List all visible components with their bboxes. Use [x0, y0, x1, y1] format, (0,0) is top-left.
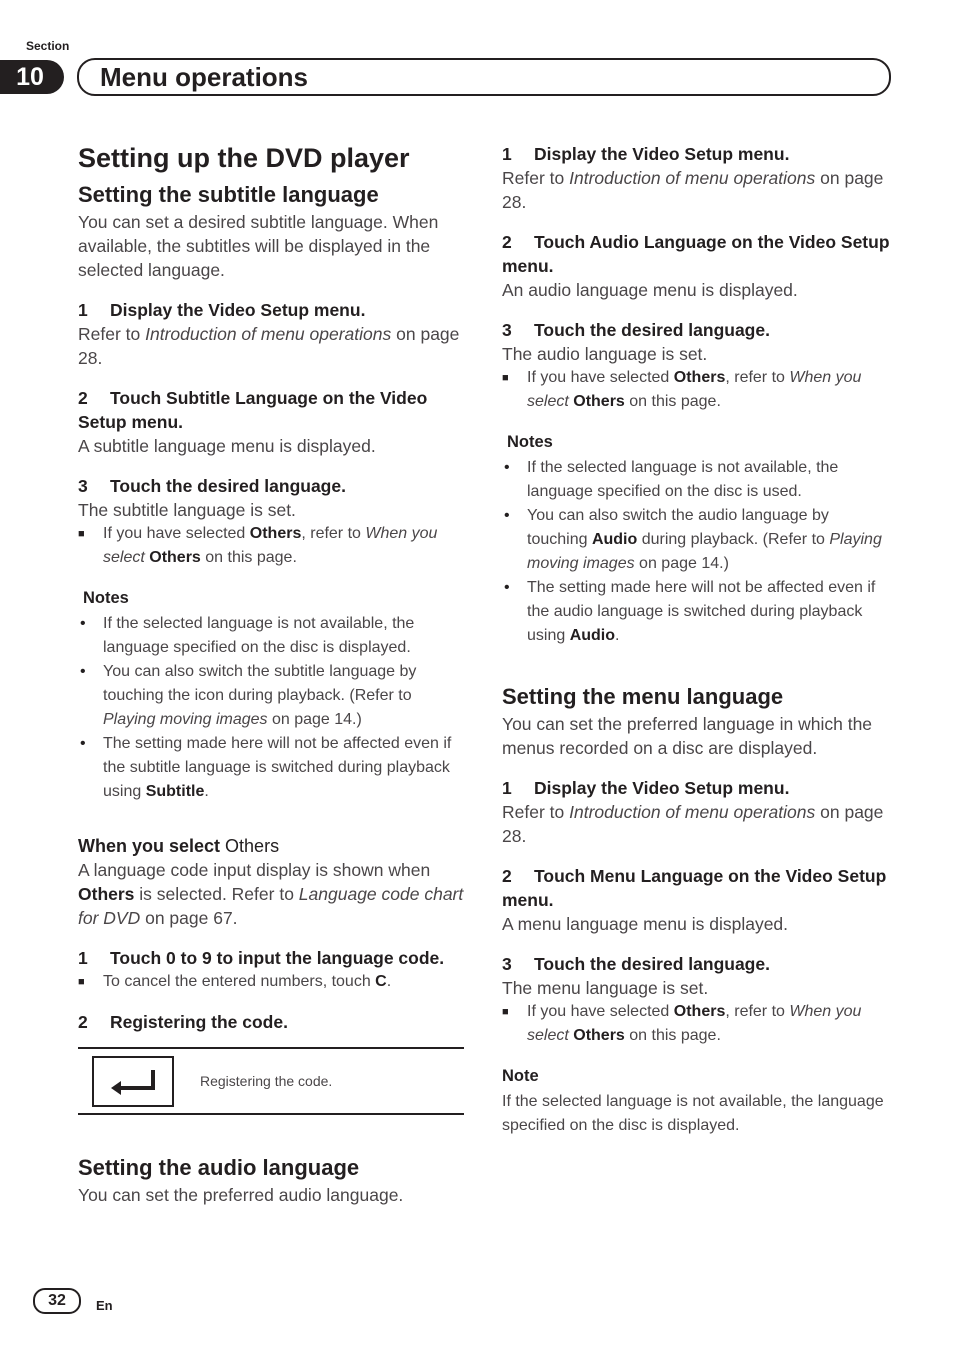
subtitle-step-3-bullet: ■ If you have selected Others, refer to When you select Others on this page.	[78, 522, 468, 570]
others-step-1: 1 Touch 0 to 9 to input the language code.	[78, 948, 445, 968]
audio-intro: You can set the preferred audio language.	[78, 1185, 404, 1205]
subtitle-intro: You can set a desired subtitle language. When available, the subtitles will be displayed in the selected language.	[78, 212, 439, 280]
audio-note-1: • If the selected language is not available, the language specified on the disc is used.	[502, 456, 892, 504]
square-bullet-icon: ■	[502, 1006, 509, 1018]
subtitle-step-2: 2 Touch Subtitle Language on the Video Setup menu.	[78, 388, 428, 432]
subtitle-step-2-body: A subtitle language menu is displayed.	[78, 436, 376, 456]
bullet-icon: •	[80, 663, 86, 680]
subtitle-note-1: • If the selected language is not available, the language specified on the disc is displayed.	[78, 612, 468, 660]
bullet-icon: •	[504, 507, 510, 524]
menu-note-body: If the selected language is not available, the language specified on the disc is displayed.	[502, 1093, 884, 1134]
menu-note-title: Note	[502, 1067, 539, 1085]
menu-step-1-ref: Refer to Introduction of menu operations on page 28.	[502, 802, 884, 846]
audio-step-1-ref: Refer to Introduction of menu operations on page 28.	[502, 168, 884, 212]
menu-intro: You can set the preferred language in which the menus recorded on a disc are displayed.	[502, 714, 873, 758]
page-title: Setting up the DVD player	[78, 143, 410, 173]
enter-icon	[92, 1056, 174, 1107]
when-you-select-others-heading: When you select Others	[78, 836, 280, 856]
menu-step-1: 1 Display the Video Setup menu.	[502, 778, 790, 798]
subtitle-note-2: • You can also switch the subtitle language by touching the icon during playback. (Refer to Playing moving images on page 14.)	[78, 660, 468, 732]
section-number-badge: 10	[0, 60, 64, 94]
page-language: En	[96, 1298, 113, 1313]
section-label: Section	[26, 39, 70, 53]
subtitle-step-1: 1 Display the Video Setup menu.	[78, 300, 366, 320]
bullet-icon: •	[504, 459, 510, 476]
bullet-icon: •	[80, 615, 86, 632]
subtitle-step-3-body: The subtitle language is set.	[78, 500, 296, 520]
menu-step-3-bullet: ■ If you have selected Others, refer to When you select Others on this page.	[502, 1000, 892, 1048]
audio-step-3-bullet: ■ If you have selected Others, refer to When you select Others on this page.	[502, 366, 892, 414]
audio-step-2: 2 Touch Audio Language on the Video Setup menu.	[502, 232, 890, 276]
menu-step-3: 3 Touch the desired language.	[502, 954, 770, 974]
right-column	[502, 142, 892, 1138]
subtitle-note-3: • The setting made here will not be affected even if the subtitle language is switched during playback using Subtitle.	[78, 732, 468, 804]
audio-step-1: 1 Display the Video Setup menu.	[502, 144, 790, 164]
menu-language-heading: Setting the menu language	[502, 684, 784, 709]
left-column	[78, 140, 468, 1207]
others-body: A language code input display is shown when Others is selected. Refer to Language code chart for DVD on page 67.	[78, 860, 464, 928]
section-title: Menu operations	[100, 62, 309, 92]
audio-note-3: • The setting made here will not be affected even if the audio language is switched during playback using Audio.	[502, 576, 892, 648]
page-number: 32	[33, 1288, 81, 1314]
subtitle-notes-title: Notes	[83, 589, 129, 607]
menu-step-2-body: A menu language menu is displayed.	[502, 914, 789, 934]
subtitle-step-3: 3 Touch the desired language.	[78, 476, 346, 496]
bullet-icon: •	[504, 579, 510, 596]
others-step-1-bullet: ■ To cancel the entered numbers, touch C.	[78, 970, 468, 994]
audio-language-heading: Setting the audio language	[78, 1155, 360, 1180]
others-step-2: 2 Registering the code.	[78, 1012, 288, 1032]
audio-step-3-body: The audio language is set.	[502, 344, 708, 364]
square-bullet-icon: ■	[78, 528, 85, 540]
bullet-icon: •	[80, 735, 86, 752]
audio-step-3: 3 Touch the desired language.	[502, 320, 770, 340]
square-bullet-icon: ■	[502, 372, 509, 384]
menu-step-2: 2 Touch Menu Language on the Video Setup menu.	[502, 866, 887, 910]
register-code-table	[78, 1047, 464, 1115]
subtitle-step-1-ref: Refer to Introduction of menu operations on page 28.	[78, 324, 460, 368]
square-bullet-icon: ■	[78, 976, 85, 988]
register-code-caption: Registering the code.	[200, 1073, 333, 1089]
subtitle-language-heading: Setting the subtitle language	[78, 182, 379, 207]
audio-notes-title: Notes	[507, 433, 553, 451]
audio-note-2: • You can also switch the audio language by touching Audio during playback. (Refer to Playing moving images on page 14.)	[502, 504, 892, 576]
audio-step-2-body: An audio language menu is displayed.	[502, 280, 798, 300]
menu-step-3-body: The menu language is set.	[502, 978, 709, 998]
